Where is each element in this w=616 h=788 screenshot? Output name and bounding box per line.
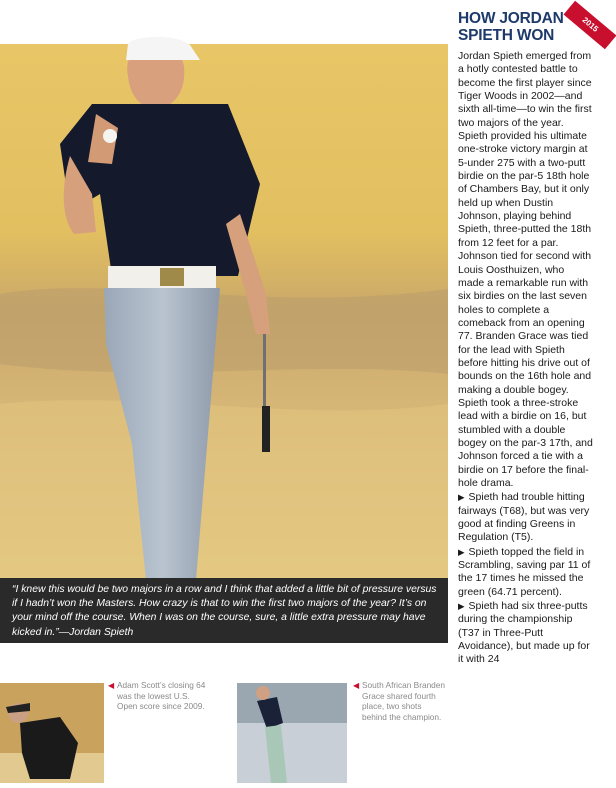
adam-scott-caption xyxy=(108,680,212,712)
bullet-triangle-icon: ▶ xyxy=(458,492,465,503)
adam-scott-photo xyxy=(0,683,104,783)
caption-text: Adam Scott’s closing 64 was the lowest U.S. Open score since 2009. xyxy=(117,680,206,711)
bullet-text: Spieth had six three-putts during the championship (T37 in Three-Putt Avoidance), but made up for it with 24 xyxy=(458,600,590,666)
left-arrow-icon: ◀ xyxy=(108,681,115,690)
sidebar-paragraph: Jordan Spieth emerged from a hotly contested battle to become the first player since Tiger Woods in 2002—and sixth all-time—to win the first two majors of the year. Spieth provided his ultimate one-stroke victory margin at 5-under 275 with a two-putt birdie on the par-5 18th hole of Chambers Bay, but it only held up when Dustin Johnson, playing behind Spieth, three-putted the 18th from 12 feet for a par. Johnson tied for second with Louis Oosthuizen, who made a remarkable run with six birdies on the last seven holes to complete a comeback from an opening 77. Branden Grace was tied for the lead with Spieth before hitting his drive out of bounds on the 16th hole and making a double bogey. Spieth took a three-stroke lead with a birdie on 16, but stumbled with a double bogey on the par-3 17th, and Johnson forced a tie with a birdie on 17 before the final-hole drama. xyxy=(458,50,593,489)
bullet-triangle-icon: ▶ xyxy=(458,601,465,612)
corner-year-tag: 2015 xyxy=(564,1,616,49)
sidebar-article xyxy=(458,10,601,783)
sidebar-body xyxy=(458,50,593,667)
bullet-item xyxy=(458,546,593,599)
heading-line-2: SPIETH WON xyxy=(458,27,555,44)
bullet-text: Spieth topped the field in Scrambling, saving par 11 of the 17 times he missed the green (64.71 percent). xyxy=(458,545,591,598)
bullet-item xyxy=(458,491,593,544)
bullet-item xyxy=(458,600,593,667)
caption-text: South African Branden Grace shared fourth place, two shots behind the champion. xyxy=(362,680,446,722)
pull-quote: “I knew this would be two majors in a row and I think that added a little bit of pressure versus if I hadn’t won the Masters. How crazy is that to win the first two majors of the year? It’s on your mind off the course. When I was on the course, sure, a little extra pressure may have kicked in.”—Jordan Spieth xyxy=(0,578,448,643)
branden-grace-photo xyxy=(237,683,347,783)
branden-grace-caption xyxy=(353,680,448,722)
bullet-triangle-icon: ▶ xyxy=(458,546,465,557)
hero-photo xyxy=(0,44,448,580)
heading-line-1: HOW JORDAN xyxy=(458,10,564,27)
bullet-text: Spieth had trouble hitting fairways (T68), but was very good at finding Greens in Regulation (T5). xyxy=(458,491,590,544)
left-arrow-icon: ◀ xyxy=(353,681,360,690)
